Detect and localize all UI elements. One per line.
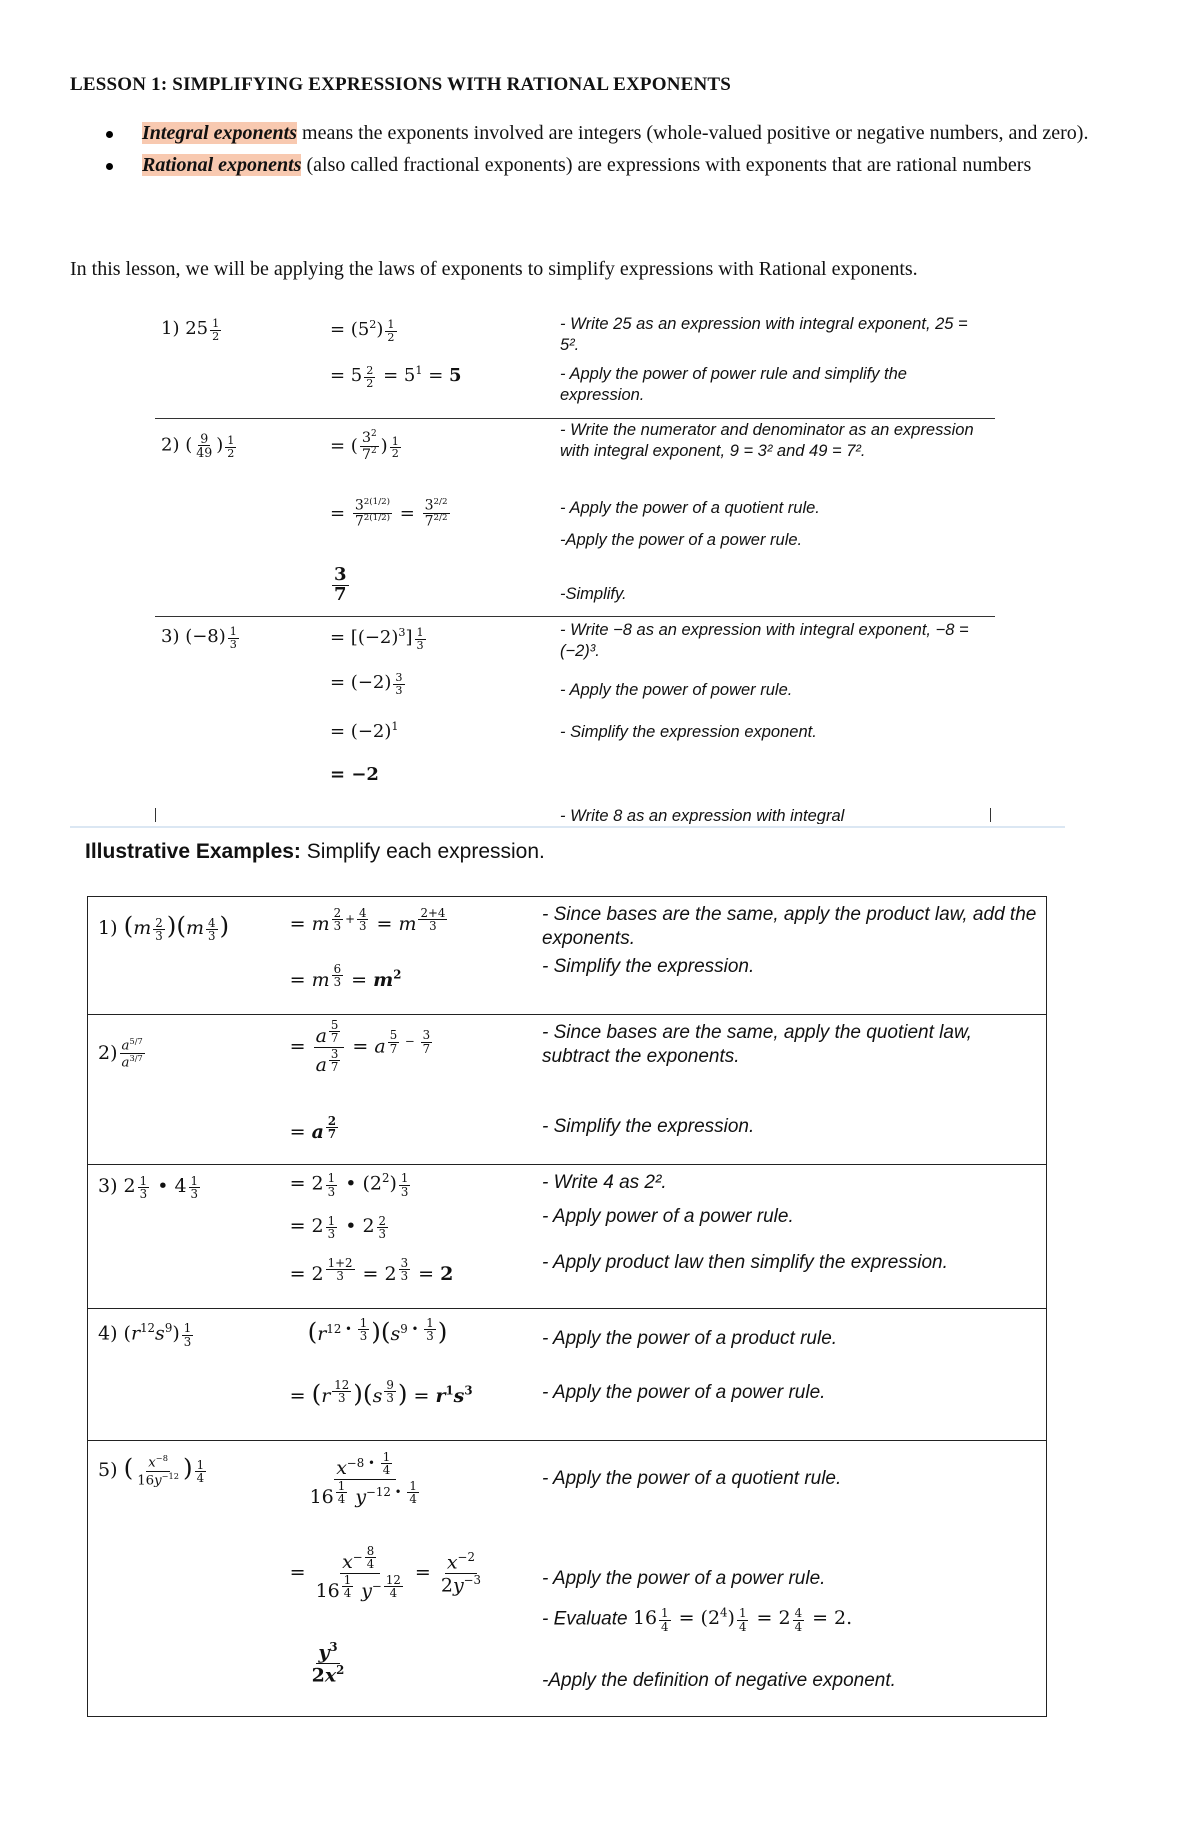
definition-integral	[90, 118, 1120, 148]
page-break	[70, 826, 1065, 828]
note-2d: -Simplify.	[560, 585, 627, 603]
problem-5: 5) ( $\frac{x^{-8}}{16y^{-12}}$ ) $\frac{1}{4}$	[98, 1453, 205, 1488]
step-3a: = $[(-2)^3]$ $\frac{1}{3}$	[330, 626, 424, 653]
step-2b: = $\frac{3^{2(1/2)}}{7^{2(1/2)}}$ = $\frac{3^{2/2}}{7^{2/2}}$	[330, 497, 448, 531]
step-1a: = $(5^2)$ $\frac{1}{2}$	[330, 318, 395, 345]
table-edge	[990, 808, 991, 822]
bullet-icon	[106, 131, 113, 138]
note-3b: - Apply power of a power rule.	[542, 1206, 794, 1227]
note-4a: - Apply the power of a product rule.	[542, 1328, 838, 1349]
problem-2: 2) ( $\frac{9}{49}$ ) $\frac{1}{2}$	[161, 431, 235, 461]
definition-rational-text: (also called fractional exponents) are expressions with exponents that are rational numbers	[301, 154, 1032, 176]
step-4a: ($r^{12 • \frac{1}{3}}$ )($s^{9 • \frac{1}{3}}$ )	[307, 1316, 448, 1347]
table-row	[88, 1441, 1047, 1717]
note-5a: - Apply the power of a quotient rule.	[542, 1468, 842, 1489]
step-1b: = m $^{\frac{6}{3}}$ = $m^2$	[289, 962, 402, 992]
note-5d: -Apply the definition of negative exponent.	[542, 1670, 896, 1691]
note-2a: - Write the numerator and denominator as an expression with integral exponent, 9 = 3² and 49 = 7².	[560, 421, 974, 460]
table-row	[88, 1165, 1047, 1309]
step-3c: = $(-2)^1$	[330, 720, 399, 742]
table-row	[88, 1015, 1047, 1165]
step-3b: = 2 $\frac{1}{3}$ • 2 $\frac{2}{3}$	[289, 1214, 387, 1242]
step-3a: = 2 $\frac{1}{3}$ • $(2^2)$ $\frac{1}{3}$	[289, 1171, 409, 1199]
step-2a: = a $^{\frac{5}{7}}$ a $^{\frac{3}{7}}$ = a $^{\frac{5}{7} - \frac{3}{7}}$	[289, 1018, 431, 1077]
step-2b: = a $^{\frac{2}{7}}$	[289, 1114, 337, 1144]
lesson-intro: In this lesson, we will be applying the laws of exponents to simplify expressions with Rational exponents.	[70, 258, 918, 280]
definition-rational	[90, 150, 1120, 180]
table-row	[88, 1309, 1047, 1441]
illustrative-title: Illustrative Examples: Simplify each expression.	[85, 840, 545, 863]
note-1b: - Simplify the expression.	[542, 956, 755, 977]
note-2b: - Apply the power of a quotient rule.	[560, 499, 820, 517]
definition-list	[90, 118, 1120, 182]
note-3a: - Write −8 as an expression with integral exponent, −8 = (−2)³.	[560, 621, 969, 660]
step-2a: = ( $\frac{3^2}{7^2}$ ) $\frac{1}{2}$	[330, 429, 399, 463]
term-rational-exponents: Rational exponents	[142, 154, 302, 176]
table-row	[88, 897, 1047, 1015]
table-edge	[155, 808, 156, 822]
step-3b: = (−2) $\frac{3}{3}$	[330, 671, 403, 698]
note-1a: - Write 25 as an expression with integral exponent, 25 = 5².	[560, 315, 968, 354]
step-3d: = −2	[330, 764, 379, 785]
note-3c: - Simplify the expression exponent.	[560, 723, 817, 741]
note-4a: - Write 8 as an expression with integral	[560, 807, 845, 824]
worked-examples	[155, 308, 995, 828]
problem-1: 1) (m $\frac{2}{3}$ )(m $\frac{4}{3}$ )	[98, 911, 230, 944]
step-1b: = 5 $\frac{2}{2}$ = $5^1 = 5$	[330, 364, 462, 391]
problem-1: 1) 25 $\frac{1}{2}$	[161, 317, 220, 344]
note-1b: - Apply the power of power rule and simplify the expression.	[560, 365, 907, 404]
problem-3: 3) (−8) $\frac{1}{3}$	[161, 625, 237, 652]
note-3b: - Apply the power of power rule.	[560, 681, 793, 699]
step-2c: $\frac{3}{7}$	[334, 564, 347, 605]
note-3c: - Apply product law then simplify the expression.	[542, 1252, 948, 1273]
note-1a: - Since bases are the same, apply the product law, add the exponents.	[542, 904, 1037, 949]
note-2a: - Since bases are the same, apply the quotient law, subtract the exponents.	[542, 1022, 972, 1067]
step-5a: $x^{-8 • \frac{1}{4}}$ 16 $^{\frac{1}{4}}$ $y^{-12 • \frac{1}{4}}$	[309, 1450, 417, 1509]
note-4b: - Apply the power of a power rule.	[542, 1382, 826, 1403]
bullet-icon	[106, 163, 113, 170]
step-1a: = m $^{\frac{2}{3} + \frac{4}{3}}$ = m $^{\frac{2+4}{3}}$	[289, 906, 446, 936]
note-5b: - Apply the power of a power rule.	[542, 1568, 826, 1589]
definition-integral-text: means the exponents involved are integers (whole-valued positive or negative numbers, and zero).	[297, 122, 1089, 144]
note-2b: - Simplify the expression.	[542, 1116, 755, 1137]
note-5c: - Evaluate 16 $\frac{1}{4}$ = $(2^4)$ $\frac{1}{4}$ = 2 $\frac{4}{4}$ = 2.	[542, 1606, 853, 1634]
note-3a: - Write 4 as 2².	[542, 1172, 667, 1193]
divider	[155, 418, 995, 419]
lesson-title: LESSON 1: SIMPLIFYING EXPRESSIONS WITH RATIONAL EXPONENTS	[70, 74, 732, 95]
illustrative-table	[87, 896, 1047, 1717]
step-4b: = (r $^{\frac{12}{3}}$ )(s $^{\frac{9}{3}}$ ) = $r^1s^3$	[289, 1378, 473, 1409]
problem-4: 4) $(r^{12}s^9)$ $\frac{1}{3}$	[98, 1321, 192, 1349]
step-5c: $\frac{y^3}{2x^2}$	[311, 1640, 345, 1687]
note-2c: -Apply the power of a power rule.	[560, 531, 803, 549]
problem-3: 3) 2 $\frac{1}{3}$ • 4 $\frac{1}{3}$	[98, 1174, 199, 1202]
problem-2: 2) $\frac{a^{5/7}}{a^{3/7}}$	[98, 1036, 143, 1071]
term-integral-exponents: Integral exponents	[142, 122, 298, 144]
divider	[155, 616, 995, 617]
step-5b: = $x^{- \frac{8}{4}}$ 16 $^{\frac{1}{4}}$ $y^{- \frac{12}{4}}$ = $\frac{x^{-2}}{2y^{-3}}$	[289, 1544, 482, 1603]
step-3c: = 2 $^{\frac{1+2}{3}}$ = 2 $^{\frac{3}{3}}$ = 2	[289, 1256, 454, 1286]
